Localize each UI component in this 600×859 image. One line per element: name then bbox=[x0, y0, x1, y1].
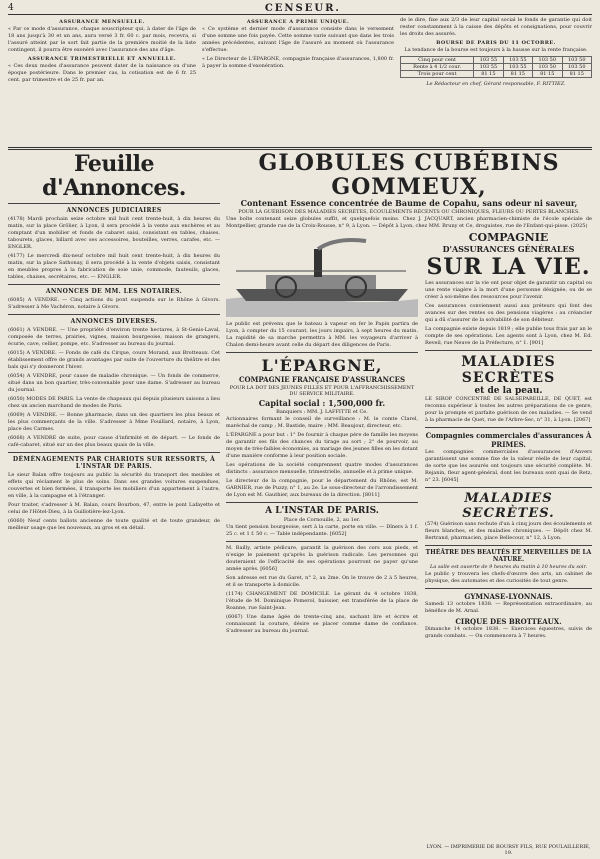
paragraph: Les opérations de la société comprennent quatre modes d'assurances distincts : assurance mensuelle, trimestrielle, annuelle et à prime unique. bbox=[226, 462, 418, 475]
annonce: (6085) A VENDRE. — Cinq actions du pont suspendu sur le Rhône à Givors. S'adresser à Me Vachéron, notaire à Givors. bbox=[8, 297, 220, 310]
feuille-title: Feuille d'Annonces. bbox=[42, 151, 186, 201]
boat-ad: Le public est prévenu que le bateau à vapeur en fer le Papin partira de Lyon, à compter du 15 courant, les jours impairs, à sept heures du matin. La rapidité de sa marche permettra à MM. les voyageurs d'arriver à Chalon demi-heure avant celle du départ des diligences de Paris. bbox=[226, 321, 418, 348]
center-column bbox=[226, 231, 418, 851]
paragraph: L'ÉPARGNE a pour but : 1° De fournir à chaque père de famille les moyens de garantir ses fils des chances du tirage au sort ; 2° de pourvoir, au moyen de très-faibles économies, au mariage des jeunes filles en les dotant d'une manière conforme à leur position sociale. bbox=[226, 432, 418, 459]
theatre-subtitle: La salle est ouverte de 9 heures du matin à 10 heures du soir. bbox=[430, 564, 587, 570]
top-middle-column bbox=[202, 17, 394, 144]
epargne-subtitle-2: POUR LA DOT DES JEUNES FILLES ET POUR L'AFFRANCHISSEMENT DU SERVICE MILITAIRE. bbox=[229, 385, 415, 397]
capital: Capital social : 1,500,000 fr. bbox=[258, 398, 386, 408]
page-number: 4 bbox=[8, 3, 14, 13]
paragraph: M. Bailly, artiste pédicure, garantit la guérison des cors aux pieds, et n'exige le paiement qu'après la guérison radicale. Les personnes qui douteraient de l'efficacité de ses opérations pourront ne payer qu'une année après. [6056] bbox=[226, 545, 418, 572]
paragraph: Un tient pension bourgeoise, sert à la carte, porte en ville. — Dîners à 1 f. 25 c. et 1 f. 50 c. — Table indépendante. [6052] bbox=[226, 524, 418, 537]
paragraph: Le directeur de la compagnie, pour le département du Rhône, est M. GARNIER, rue de Puzzy, n° 1, au 2e. Le sous-directeur de l'arrondissement de Lyon est M. Gauthier, aux bureaux de la direction. [8011] bbox=[226, 478, 418, 498]
theatre-title: THÉÂTRE DES BEAUTÉS ET MERVEILLES DE LA NATURE. bbox=[425, 549, 592, 563]
annonce: (4177) Le mercredi dix-neuf octobre mil huit cent trente-huit, à dix heures du matin, sur la place Sathonay, il sera procédé à la vente d'objets saisis, consistant en meubles propres à la fabrication de soie unie, commode, fauteuils, glaces, tables, chaises, secrétaires, etc. — ENGLER. bbox=[8, 253, 220, 280]
section-heading: DÉMÉNAGEMENTS PAR CHARIOTS SUR RESSORTS, À L'INSTAR DE PARIS. bbox=[12, 456, 216, 470]
maladies-subtitle: et de la peau. bbox=[474, 386, 543, 396]
heading: ASSURANCE TRIMESTRIELLE ET ANNUELLE. bbox=[27, 56, 177, 62]
paragraph: LE SIROP CONCENTRÉ DE SALSEPAREILLE, DE QUET, est reconnu supérieur à toutes les autres préparations de ce genre, pour la prompte et parfaite guérison de ces maladies. — Se vend à la pharmacie de Quet, rue de l'Arbre-Sec, n° 31, à Lyon. [2067] bbox=[425, 396, 592, 423]
masthead bbox=[8, 2, 592, 15]
instar-title: A L'INSTAR DE PARIS. bbox=[265, 506, 379, 516]
annonce: Pour traiter, s'adresser à M. Balan, cours Bourbon, 47, entre le pont Lafayette et celui de l'Hôtel-Dieu, à la Guillotière-lez-Lyon. bbox=[8, 502, 220, 515]
top-right-column bbox=[400, 17, 592, 144]
bourse-cell: 81 15 bbox=[474, 71, 503, 78]
paragraph: (1174) CHANGEMENT DE DOMICILE. Le gérant du 4 octobre 1838, l'étude de M. Dominique Pomerol, huissier, est transférée de la place de Roanne, rue Saint-Jean. bbox=[226, 591, 418, 611]
paragraph: de le dire, fixe aux 2/3 de leur capital social le fonds de garantie qui doit rester constamment à la caisse des dépôts et consignations, pour couvrir les droits des assurés. bbox=[400, 17, 592, 37]
bourse-cell: Cinq pour cent bbox=[401, 57, 474, 64]
paragraph: La compagnie existe depuis 1819 ; elle publie tous frais par an le compte de ses opérations. Les agents sont à Lyon, chez M. Ed. Reveil, rue Neuve de la Préfecture, n° 1. [901] bbox=[425, 326, 592, 346]
cirque-title: CIRQUE DES BROTTEAUX. bbox=[455, 617, 562, 626]
bourse-title: BOURSE DE PARIS DU 11 OCTOBRE. bbox=[436, 40, 556, 46]
annonces-column bbox=[8, 151, 220, 851]
ad-subtitle: Contenant Essence concentrée de Baume de Copahu, sans odeur ni saveur, bbox=[240, 198, 578, 208]
signature: Le Rédacteur en chef, Gérant responsable, F. RITTIEZ. bbox=[426, 81, 566, 87]
bourse-row bbox=[401, 64, 592, 71]
annonce: (6061) A VENDRE. — Une propriété d'environ trente hectares, à St-Genis-Laval, composée de terres, prairies, vignes, maison bourgeoise, maison de grangers, écurie, cave, cellier, pompe, etc. S'adresser au bureau du journal. bbox=[8, 327, 220, 347]
maladies-secretes-title: MALADIES SECRÈTES. bbox=[462, 491, 555, 521]
bourse-cell: 103 50 bbox=[533, 64, 562, 71]
annonce: (6054) A VENDRE, pour cause de maladie chronique. — Un fonds de commerce, situé dans un bon quartier, très-convenable pour une dame. S'adresser au bureau du journal. bbox=[8, 373, 220, 393]
paragraph: « Le Directeur de L'ÉPARGNE, compagnie française d'assurances, 1,800 fr. à payer la somme d'exonération. bbox=[202, 56, 394, 69]
bourse-row bbox=[401, 57, 592, 64]
bourse-row bbox=[401, 71, 592, 78]
bourse-cell: 103 55 bbox=[474, 57, 503, 64]
paragraph: Les compagnies commerciales d'assurances d'Anvers garantissent une somme fixe de la valeur réelle de leur capital, de sorte que les assurés ont toujours une sécurité complète. M. Rejanin, fleur agent-général, dont les bureaux sont quai de Retz, n° 23. [6045] bbox=[425, 449, 592, 483]
commerciales-title: Compagnies commerciales d'assurances À PRIMES. bbox=[425, 431, 592, 449]
globules-ad bbox=[226, 150, 592, 229]
bourse-cell: 103 55 bbox=[503, 64, 532, 71]
epargne-title: L'ÉPARGNE, bbox=[261, 356, 383, 375]
paragraph: Les assurances sur la vie ont pour objet de garantir un capital ou une rente viagère à la mort d'une personne désignée, ou de se créer à soi-même des ressources pour l'avenir. bbox=[425, 280, 592, 300]
paragraph: (6067) Une dame âgée de trente-cinq ans, sachant lire et écrire et connaissant la couture, désire se placer comme dame de confiance. S'adresser au bureau du journal. bbox=[226, 614, 418, 634]
annonce: (6068) A VENDRE de suite, pour cause d'infirmité et de départ. — Le fonds de café-cabaret, situé sur un des plus beaux quais de la ville. bbox=[8, 435, 220, 448]
top-left-column bbox=[8, 17, 196, 144]
printer-line: LYON. — IMPRIMERIE DE BOURSY FILS, RUE POULAILLERIE, 19. bbox=[426, 844, 591, 856]
paragraph: (574) Guérison sans rechute d'un à cinq jours des écoulements et fleurs blanches, et des maladies chroniques. — Dépôt chez M. Bertrand, pharmacien, place Bellecour, n° 12, à Lyon. bbox=[425, 521, 592, 541]
section-heading: ANNONCES DIVERSES. bbox=[70, 318, 158, 325]
paragraph: « Par ce mode d'assurance, chaque souscripteur qui, à dater de l'âge de 18 ans jusqu'à 30 et un ans, aura versé 3 fr. 60 c. par mois, recevra, si l'assuré atteint par le sort fait partie de la première moitié de la liste contingent, il pourra être exonéré avec l'assurance des ans d'âge. bbox=[8, 26, 196, 53]
heading: ASSURANCE A PRIME UNIQUE. bbox=[246, 19, 350, 25]
right-column bbox=[425, 231, 592, 841]
bourse-cell: Rente à 4 1/2 cour. bbox=[401, 64, 474, 71]
bourse-cell: Trois pour cent bbox=[401, 71, 474, 78]
ad-text: Une boîte contenant seize globules suffit, et quelquefois moins. Chez J. JACQUART, ancien pharmacien-chimiste de l'école spéciale de Montpellier, grande rue de la Croix-Rousse, n° 9, à Lyon. — Dépôt à Lyon, chez MM. Bruny et Ce, droguistes, rue de l'Enfant-qui-pisse. (2025) bbox=[226, 216, 592, 229]
bourse-cell: 103 50 bbox=[562, 64, 592, 71]
annonce: (6050) MODES DE PARIS. La vente de chapeaux qui depuis plusieurs saisons a lieu chez un ancien marchand de modes de Paris. bbox=[8, 396, 220, 409]
annonce: (6015) A VENDRE. — Fonds de café du Cirque, cours Morand, aux Brotteaux. Cet établissement offre de grands avantages par suite de l'ouverture du théâtre et des bals qui s'y donneront l'hiver. bbox=[8, 350, 220, 370]
instar-subtitle: Place de Cornouille, 2, au 1er. bbox=[283, 517, 361, 523]
annonce: (6069) A VENDRE. — Bonne pharmacie, dans un des quartiers les plus beaux et les plus commerçants de la ville. S'adresser à Mme Fouillard, notaire, à Lyon, place des Carmes. bbox=[8, 412, 220, 432]
bourse-cell: 103 55 bbox=[474, 64, 503, 71]
paper-title: CENSEUR. bbox=[264, 2, 341, 14]
maladies-title: MALADIES SECRÈTES bbox=[461, 354, 556, 386]
section-heading: ANNONCES DE MM. LES NOTAIRES. bbox=[45, 288, 183, 295]
ad-subtitle-2: POUR LA GUÉRISON DES MALADIES SECRÈTES, ÉCOULEMENTS RÉCENTS OU CHRONIQUES, FLEURS OU PERTES BLANCHES. bbox=[238, 209, 580, 215]
bourse-cell: 103 55 bbox=[503, 57, 532, 64]
paragraph: Samedi 13 octobre 1838. — Représentation extraordinaire, au bénéfice de M. Arnal. bbox=[425, 601, 592, 614]
annonce: Le sieur Balan offre toujours au public la sécurité du transport des meubles et effets qui réclament le plus de soins. Dans ses grandes voitures suspendues, couvertes et bien fermées, il transporte les mobiliers d'un appartement à l'autre, en ville, à la campagne et à l'étranger. bbox=[8, 472, 220, 499]
compagnie-title: COMPAGNIE bbox=[468, 231, 549, 244]
section-heading: ANNONCES JUDICIAIRES bbox=[66, 207, 162, 214]
paragraph: Actionnaires formant le conseil de surveillance : M. le comte Clarel, maréchal de camp ; M. Bastide, maire ; MM. Beaujour, directeur, etc. bbox=[226, 416, 418, 429]
bourse-subtitle: La tendance de la bourse est toujours à la hausse sur la rente française. bbox=[404, 47, 588, 53]
ad-title: GLOBULES CUBÉBINS GOMMEUX, bbox=[258, 150, 560, 200]
bankers: Banquiers : MM. J. LAFFITTE et Ce. bbox=[276, 409, 368, 415]
epargne-subtitle: COMPAGNIE FRANÇAISE D'ASSURANCES bbox=[238, 375, 406, 384]
paragraph: Le public y trouvera les chefs-d'œuvre des arts, un cabinet de physique, des automates et des curiosités de tout genre. bbox=[425, 571, 592, 584]
heading: ASSURANCE MENSUELLE. bbox=[59, 19, 145, 25]
paragraph: Son adresse est rue du Garet, n° 2, au 2me. On le trouve de 2 à 5 heures, et il se transporte à domicile. bbox=[226, 575, 418, 588]
compagnie-subtitle: D'ASSURANCES GÉNÉRALES bbox=[442, 244, 575, 254]
bourse-cell: 81 15 bbox=[503, 71, 532, 78]
steamboat-illustration bbox=[226, 231, 418, 317]
bourse-table bbox=[400, 56, 592, 78]
annonce: (6060) Neuf cents ballots ancienne de toute qualité et de toute grandeur, de meilleur usage que les nouveaux, au gros et en détail. bbox=[8, 518, 220, 531]
sur-la-vie: SUR LA VIE. bbox=[426, 254, 591, 280]
annonce: (4178) Mardi prochain seize octobre mil huit cent trente-huit, à dix heures du matin, sur la place Grôlier, à Lyon, il sera procédé à la vente aux enchères et au comptant d'un mobilier et fonds de cabaret saisi, consistant en tables, chaises, tabourets, glaces, billard avec ses accessoires, bouteilles, verres, carafes, etc. — ENGLER. bbox=[8, 216, 220, 250]
paragraph: Ces assurances conviennent aussi aux préteurs qui font des avances sur des rentes ou des pensions viagères : au créancier qui a dû s'assurer de la solvabilité de son débiteur. bbox=[425, 303, 592, 323]
bourse-cell: 81 15 bbox=[533, 71, 562, 78]
paragraph: « Ces deux modes d'assurance peuvent dater de la naissance ou d'une époque postérieure. Dans le premier cas, la cotisation est de 6 fr. 25 cent. par trimestre et de 25 fr. par an. bbox=[8, 63, 196, 83]
paragraph: « Ce système et dernier mode d'assurance consiste dans le versement d'une somme une fois payée. Cette somme varie suivant que dans les trois années précédentes, suivant l'âge de l'assuré au moment où l'assurance s'effectue. bbox=[202, 26, 394, 53]
paragraph: Dimanche 14 octobre 1838. — Exercices équestres, suivis de grands combats. — On commencera à 7 heures. bbox=[425, 626, 592, 639]
bourse-cell: 103 50 bbox=[562, 57, 592, 64]
gymnase-title: GYMNASE-LYONNAIS. bbox=[464, 592, 553, 601]
bourse-cell: 81 15 bbox=[562, 71, 592, 78]
bourse-cell: 103 50 bbox=[533, 57, 562, 64]
